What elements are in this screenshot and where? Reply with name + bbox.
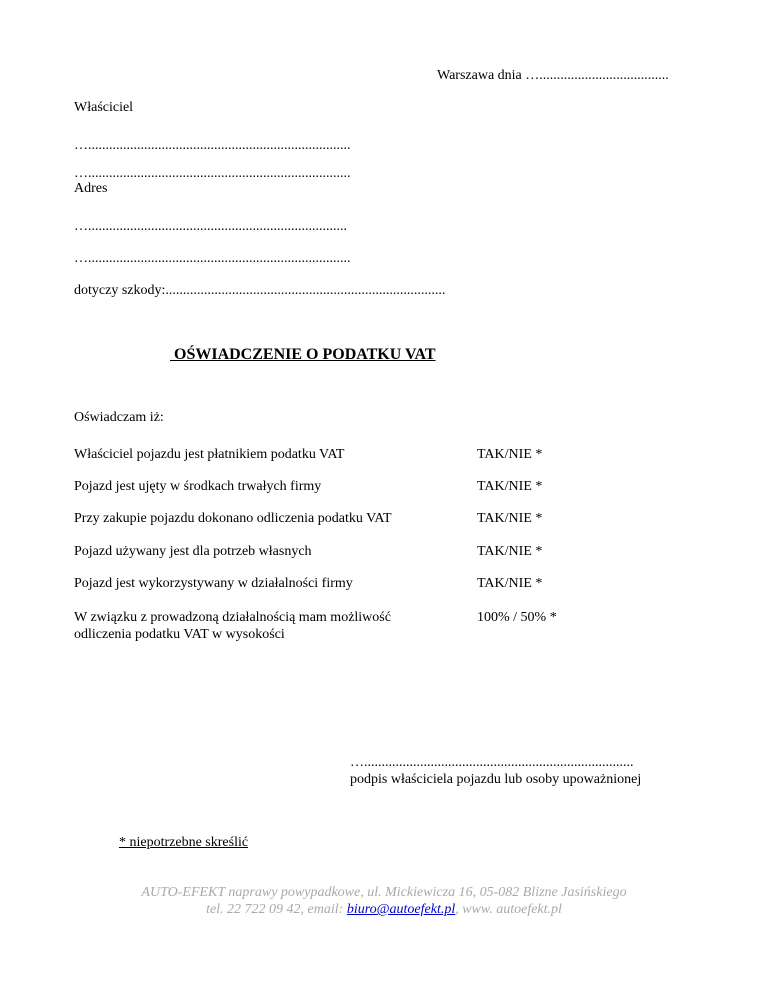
place-date: Warszawa dnia ….....................................: [437, 68, 669, 83]
footer-phone: tel. 22 722 09 42, email:: [206, 902, 347, 917]
statement-2-text: Pojazd jest ujęty w środkach trwałych firmy: [74, 479, 322, 494]
claim-line: dotyczy szkody:................................................................................: [74, 283, 446, 298]
statement-1-answer: TAK/NIE *: [477, 447, 543, 462]
footer-contact-line: [0, 901, 768, 918]
owner-line-1: …...........................................................................: [74, 138, 351, 153]
statement-4-text: Pojazd używany jest dla potrzeb własnych: [74, 544, 312, 559]
signature-line: ….............................................................................: [350, 755, 634, 770]
statement-6-answer: 100% / 50% *: [477, 610, 557, 625]
statement-6-text-line-2: odliczenia podatku VAT w wysokości: [74, 627, 285, 642]
document-title: OŚWIADCZENIE O PODATKU VAT: [170, 346, 436, 363]
statement-5-answer: TAK/NIE *: [477, 576, 543, 591]
owner-line-2: …...........................................................................: [74, 166, 351, 181]
footer-email-link[interactable]: biuro@autoefekt.pl: [346, 902, 456, 917]
address-label: Adres: [74, 181, 108, 196]
statement-3-text: Przy zakupie pojazdu dokonano odliczenia podatku VAT: [74, 511, 392, 526]
signature-caption: podpis właściciela pojazdu lub osoby upoważnionej: [350, 772, 642, 787]
statement-5-text: Pojazd jest wykorzystywany w działalności firmy: [74, 576, 353, 591]
address-line-2: …...........................................................................: [74, 251, 351, 266]
address-line-1: …..........................................................................: [74, 219, 347, 234]
footnote: * niepotrzebne skreślić: [119, 835, 249, 850]
footer-company-line: AUTO-EFEKT naprawy powypadkowe, ul. Mickiewicza 16, 05-082 Blizne Jasińskiego: [141, 885, 627, 900]
statement-6-text: W związku z prowadzoną działalnością mam możliwość: [74, 610, 391, 625]
statement-4-answer: TAK/NIE *: [477, 544, 543, 559]
intro-text: Oświadczam iż:: [74, 410, 164, 425]
statement-1-text: Właściciel pojazdu jest płatnikiem podatku VAT: [74, 447, 345, 462]
statement-3-answer: TAK/NIE *: [477, 511, 543, 526]
footer-website: , www. autoefekt.pl: [455, 902, 562, 917]
statement-2-answer: TAK/NIE *: [477, 479, 543, 494]
owner-label: Właściciel: [74, 100, 134, 115]
